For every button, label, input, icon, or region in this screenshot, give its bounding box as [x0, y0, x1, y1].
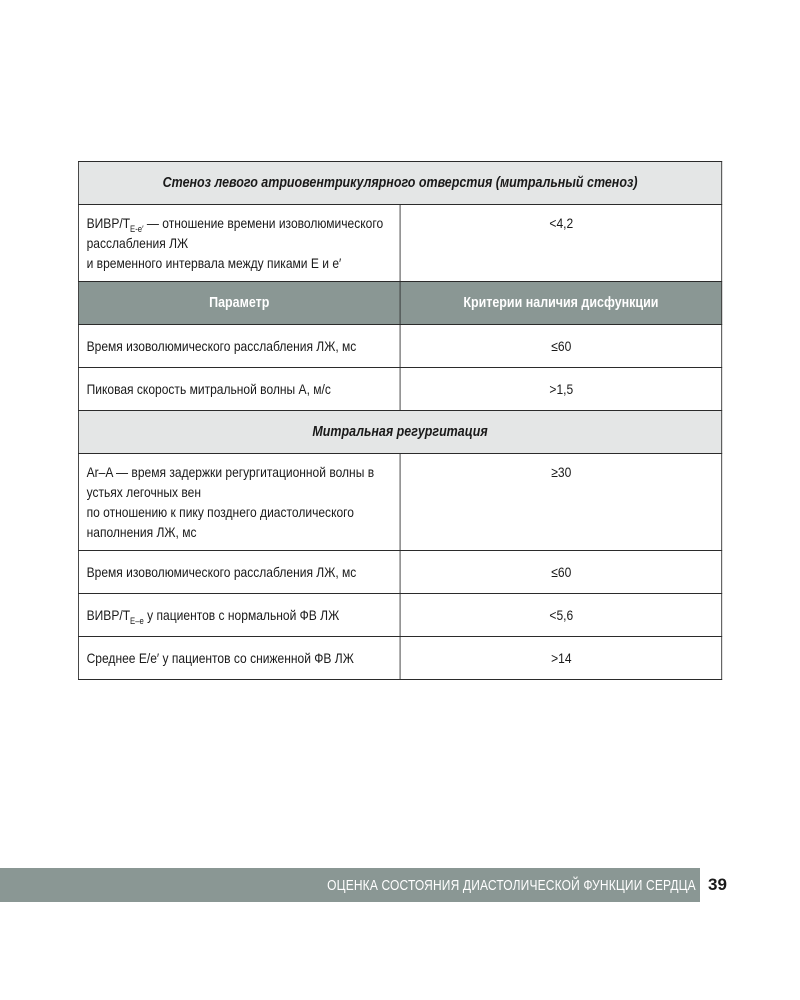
column-header-param: Параметр	[78, 282, 400, 325]
value-cell: >1,5	[400, 368, 722, 411]
table-row	[78, 454, 721, 551]
table-row	[78, 205, 721, 282]
param-cell	[78, 594, 400, 637]
param-cell	[78, 454, 400, 551]
section-title-regurgitation: Митральная регургитация	[78, 411, 721, 454]
param-text: ВИВР/T	[86, 215, 131, 231]
value-cell: <4,2	[400, 205, 722, 282]
value-cell: >14	[400, 637, 722, 680]
value-cell: ≥30	[400, 454, 722, 551]
table-row	[78, 325, 721, 368]
table-row	[78, 594, 721, 637]
running-footer-title: ОЦЕНКА СОСТОЯНИЯ ДИАСТОЛИЧЕСКОЙ ФУНКЦИИ СЕРДЦА	[327, 877, 696, 894]
param-text: — отношение времени изоволюмического расслабления ЛЖ	[86, 215, 384, 251]
section-title-stenosis: Стеноз левого атриовентрикулярного отверстия (митральный стеноз)	[78, 162, 721, 205]
param-cell: Среднее E/e′ у пациентов со сниженной ФВ ЛЖ	[78, 637, 400, 680]
param-cell: Пиковая скорость митральной волны А, м/с	[78, 368, 400, 411]
table-row	[78, 368, 721, 411]
value-cell: <5,6	[400, 594, 722, 637]
section-row-stenosis	[78, 162, 721, 205]
param-subscript: E-e′	[130, 224, 144, 234]
param-text: Ar–A — время задержки регургитационной волны в устьях легочных вен	[86, 464, 375, 500]
param-cell: Время изоволюмического расслабления ЛЖ, мс	[78, 325, 400, 368]
page-number: 39	[708, 875, 727, 894]
param-subscript: E–e	[130, 616, 144, 626]
param-cell	[78, 205, 400, 282]
param-text: у пациентов с нормальной ФВ ЛЖ	[143, 607, 340, 623]
section-row-regurgitation	[78, 411, 721, 454]
param-cell: Время изоволюмического расслабления ЛЖ, мс	[78, 551, 400, 594]
table-header-row	[78, 282, 721, 325]
param-text: по отношению к пику позднего диастолического наполнения ЛЖ, мс	[86, 504, 355, 540]
value-cell: ≤60	[400, 551, 722, 594]
param-text: и временного интервала между пиками E и e′	[86, 255, 342, 271]
value-cell: ≤60	[400, 325, 722, 368]
table-row	[78, 551, 721, 594]
table-row	[78, 637, 721, 680]
criteria-table	[78, 161, 722, 680]
column-header-criteria: Критерии наличия дисфункции	[400, 282, 722, 325]
param-text: ВИВР/T	[86, 607, 131, 623]
